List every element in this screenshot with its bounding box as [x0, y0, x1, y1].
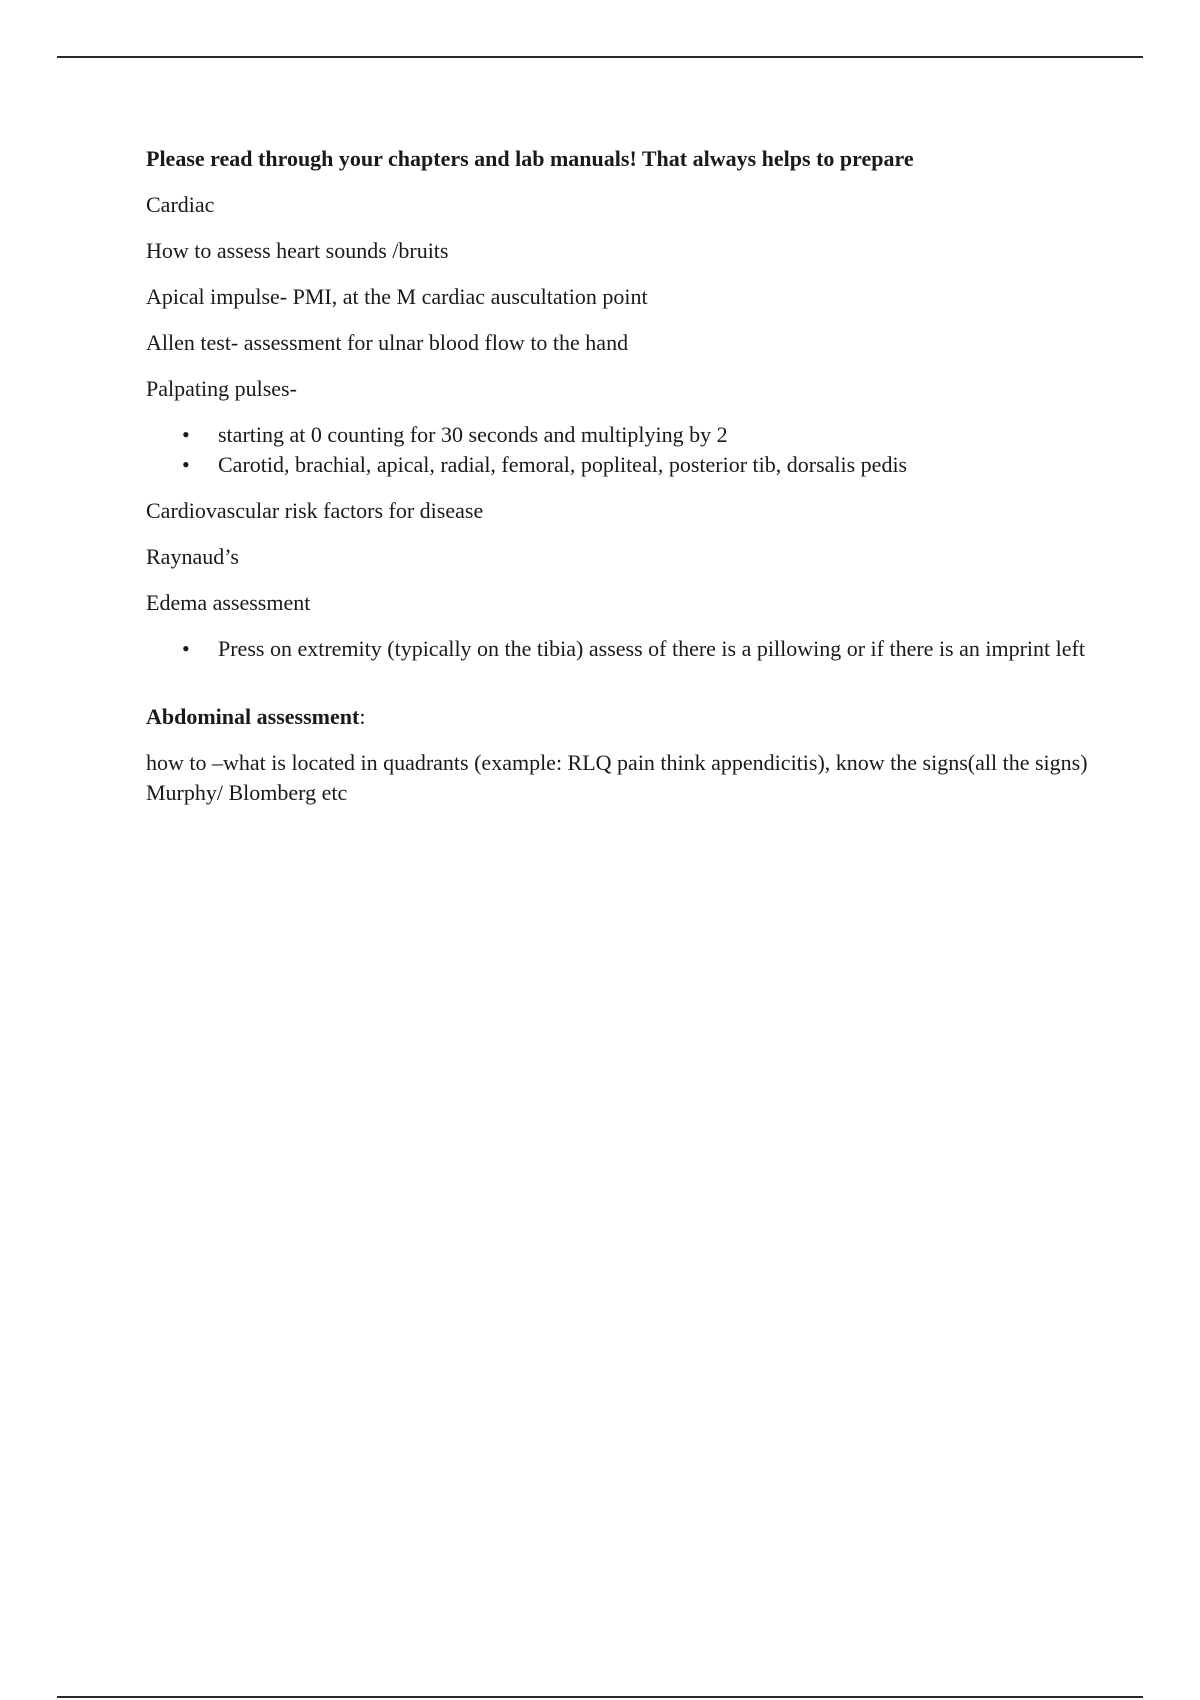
abdominal-heading: Abdominal assessment: [146, 704, 360, 729]
raynauds-line: Raynaud’s: [146, 544, 239, 569]
bullet-icon: •: [182, 422, 190, 447]
heart-sounds-line: How to assess heart sounds /bruits: [146, 238, 449, 263]
intro-heading: Please read through your chapters and lab manuals! That always helps to prepare: [146, 146, 914, 171]
bullet-icon: •: [182, 636, 190, 661]
list-item: [182, 420, 1096, 450]
bottom-rule: [57, 1696, 1143, 1698]
list-item-text: Carotid, brachial, apical, radial, femoral, popliteal, posterior tib, dorsalis pedis: [218, 452, 908, 477]
allen-test-line: Allen test- assessment for ulnar blood flow to the hand: [146, 330, 629, 355]
bullet-icon: •: [182, 452, 190, 477]
abdominal-heading-line: [146, 702, 1096, 732]
palpating-pulses-line: Palpating pulses-: [146, 376, 297, 401]
list-item-text: starting at 0 counting for 30 seconds and multiplying by 2: [218, 422, 728, 447]
abdominal-colon: :: [359, 704, 366, 729]
edema-list: [146, 634, 1096, 664]
top-rule: [57, 56, 1143, 58]
risk-factors-line: Cardiovascular risk factors for disease: [146, 498, 484, 523]
list-item-text: Press on extremity (typically on the tibia) assess of there is a pillowing or if there is an imprint left: [218, 636, 1085, 661]
list-item: [182, 450, 1096, 480]
abdominal-text: how to –what is located in quadrants (example: RLQ pain think appendicitis), know the signs(all the signs) Murphy/ Blomberg etc: [146, 750, 1088, 805]
list-item: [182, 634, 1096, 664]
pulses-list: [146, 420, 1096, 480]
apical-impulse-line: Apical impulse- PMI, at the M cardiac auscultation point: [146, 284, 648, 309]
edema-line: Edema assessment: [146, 590, 311, 615]
cardiac-label: Cardiac: [146, 192, 215, 217]
document-body: [146, 144, 1096, 824]
